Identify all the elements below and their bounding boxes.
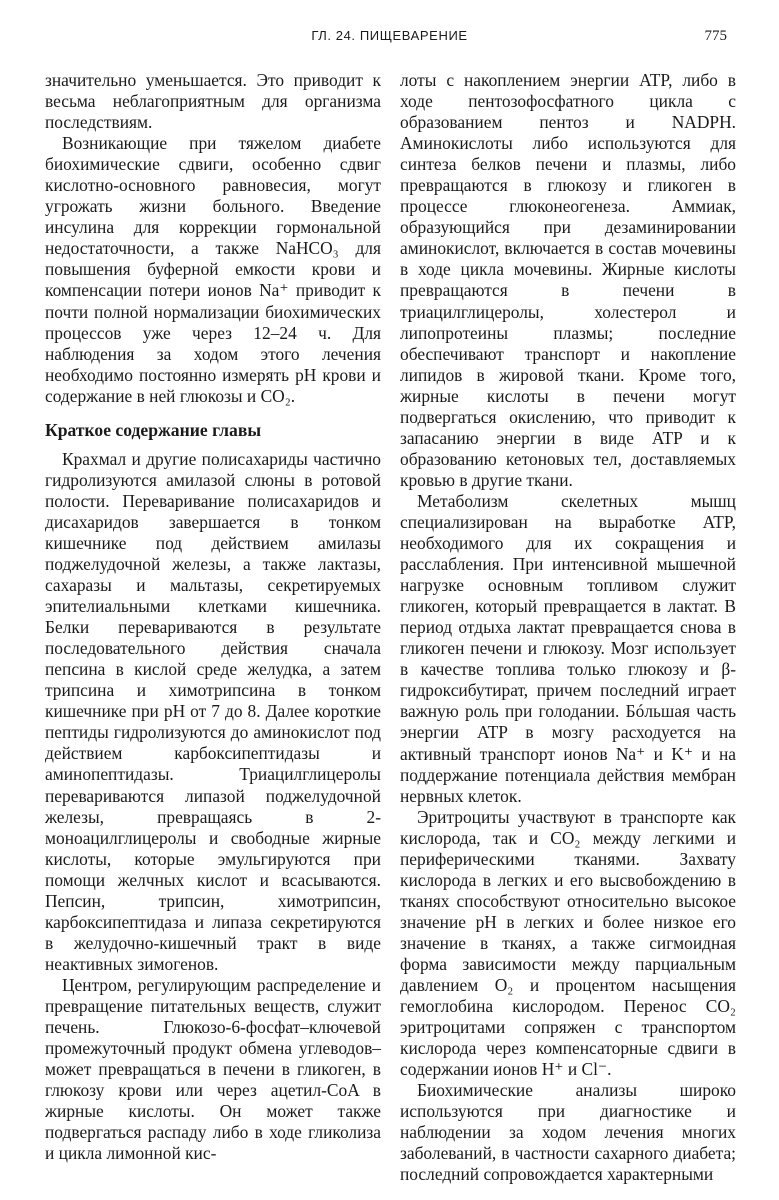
left-column	[45, 70, 381, 1164]
page-number: 775	[704, 28, 727, 44]
running-head: ГЛ. 24. ПИЩЕВАРЕНИЕ	[311, 28, 468, 43]
paragraph: Крахмал и другие полисахариды частично гидролизуются амилазой слюны в ротовой полости. Переваривание полисахаридов и дисахаридов завершается в тонком кишечнике под действием амилазы поджелудочной железы, а также лактазы, сахаразы и мальтазы, секретируемых эпителиальными клетками кишечника. Белки перевариваются в результате последовательного действия сначала пепсина в кислой среде желудка, а затем трипсина и химотрипсина в тонком кишечнике при pH от 7 до 8. Далее короткие пептиды гидролизуются до аминокислот под действием карбоксипептидазы и аминопептидазы. Триацилглицеролы перевариваются липазой поджелудочной железы, превращаясь в 2-моноацилглицеролы и свободные жирные кислоты, которые эмульгируются при помощи желчных кислот и всасываются. Пепсин, трипсин, химотрипсин, карбоксипептидаза и липаза секретируются в желудочно-кишечный тракт в виде неактивных зимогенов.	[45, 448, 381, 974]
paragraph: Метаболизм скелетных мышц специализирован на выработке ATP, необходимого для их сокращения и расслабления. При интенсивной мышечной нагрузке основным топливом служит гликоген, который превращается в лактат. В период отдыха лактат превращается снова в гликоген печени и глюкозу. Мозг использует в качестве топлива только глюкозу и β-гидроксибутират, причем последний играет важную роль при голодании. Бóльшая часть энергии ATP в мозгу расходуется на активный транспорт ионов Na⁺ и K⁺ и на поддержание потенциала действия мембран нервных клеток.	[400, 490, 736, 806]
section-heading: Краткое содержание главы	[45, 419, 262, 440]
paragraph: Эритроциты участвуют в транспорте как кислорода, так и CO₂ между легкими и периферическими тканями. Захвату кислорода в легких и его высвобождению в тканях способствуют относительно высокое значение pH в легких и более низкое его значение в тканях, а также сигмоидная форма зависимости между парциальным давлением O₂ и процентом насыщения гемоглобина кислородом. Перенос CO₂ эритроцитами сопряжен с транспортом кислорода через компенсаторные сдвиги в содержании ионов H⁺ и Cl⁻.	[400, 806, 736, 1080]
paragraph: Центром, регулирующим распределение и превращение питательных веществ, служит печень. Глюкозо-6-фосфат–ключевой промежуточный продукт обмена углеводов–может превращаться в печени в гликоген, в глюкозу крови или через ацетил-CoA в жирные кислоты. Он может также подвергаться распаду либо в ходе гликолиза и цикла лимонной кис-	[45, 974, 381, 1164]
paragraph: Возникающие при тяжелом диабете биохимические сдвиги, особенно сдвиг кислотно-основного равновесия, могут угрожать жизни больного. Введение инсулина для коррекции гормональной недостаточности, а также NaHCO₃ для повышения буферной емкости крови и компенсации потери ионов Na⁺ приводит к почти полной нормализации биохимических процессов уже через 12–24 ч. Для наблюдения за ходом этого лечения необходимо постоянно измерять pH крови и содержание в ней глюкозы и CO₂.	[45, 133, 381, 406]
right-column	[400, 70, 736, 1185]
paragraph: Биохимические анализы широко используются при диагностике и наблюдении за ходом лечения многих заболеваний, в частности сахарного диабета; последний сопровождается характерными	[400, 1080, 736, 1185]
paragraph: лоты с накоплением энергии ATP, либо в ходе пентозофосфатного цикла с образованием пентоз и NADPH. Аминокислоты либо используются для синтеза белков печени и плазмы, либо превращаются в глюкозу и гликоген в процессе глюконеогенеза. Аммиак, образующийся при дезаминировании аминокислот, включается в состав мочевины в ходе цикла мочевины. Жирные кислоты превращаются в печени в триацилглицеролы, холестерол и липопротеины плазмы; последние обеспечивают транспорт и накопление липидов в жировой ткани. Кроме того, жирные кислоты в печени могут подвергаться окислению, что приводит к запасанию энергии в виде ATP и к образованию кетоновых тел, доставляемых кровью в другие ткани.	[400, 70, 736, 490]
page-header	[0, 28, 779, 48]
paragraph: значительно уменьшается. Это приводит к весьма неблагоприятным для организма последствиям.	[45, 70, 381, 133]
